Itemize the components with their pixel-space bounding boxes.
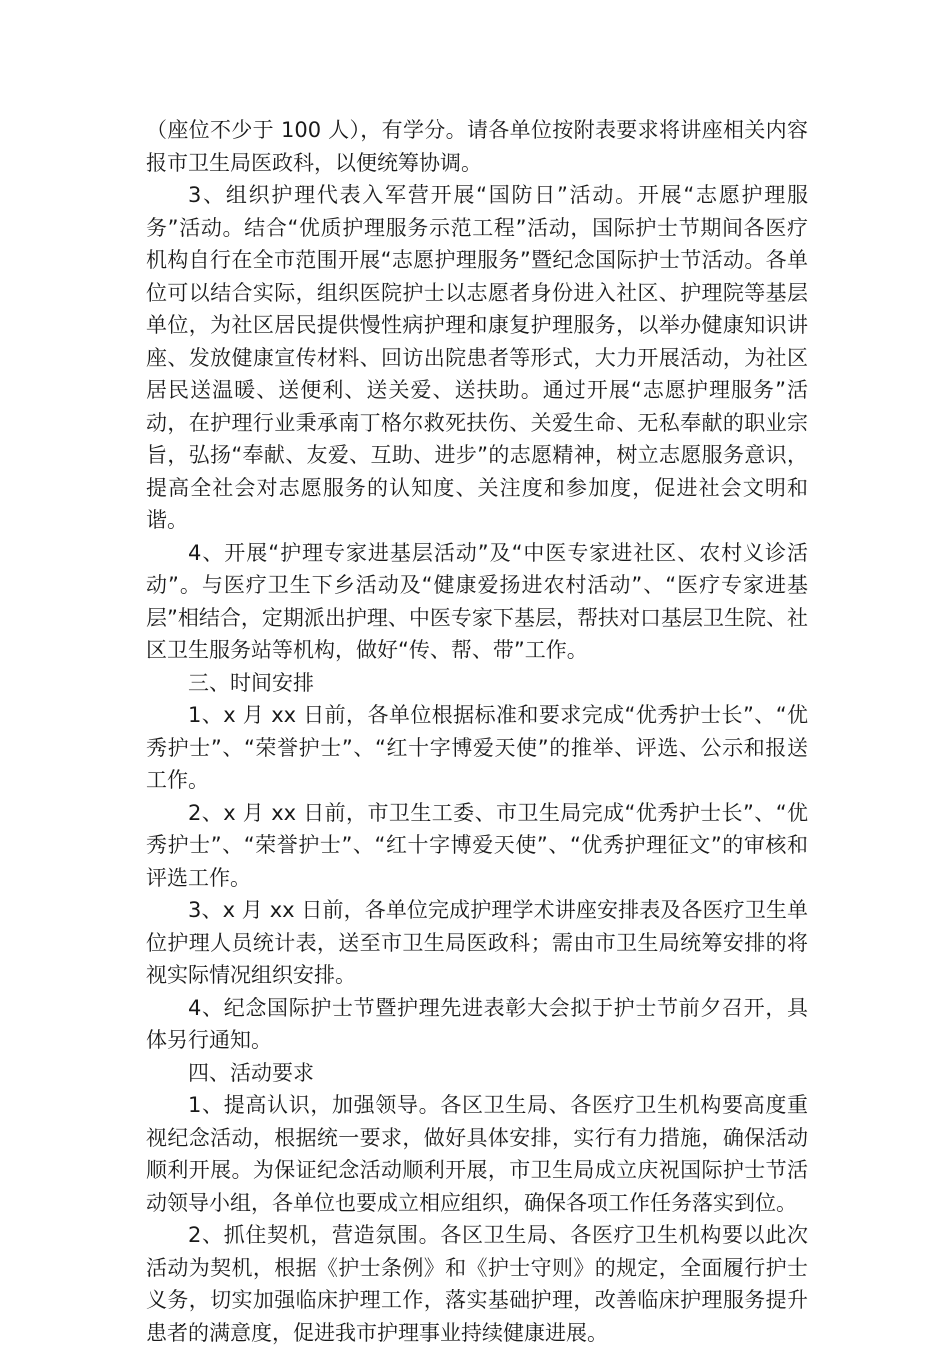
section-heading-schedule: 三、时间安排 [188,670,314,695]
section-heading-requirements: 四、活动要求 [188,1060,314,1085]
paragraph-schedule-2: 2、x 月 xx 日前，市卫生工委、市卫生局完成“优秀护士长”、“优秀护士”、“荣誉护士”、“红十字博爱天使”、“优秀护理征文”的审核和评选工作。 [146,800,808,890]
paragraph-item-3-volunteer: 3、组织护理代表入军营开展“国防日”活动。开展“志愿护理服务”活动。结合“优质护理服务示范工程”活动，国际护士节期间各医疗机构自行在全市范围开展“志愿护理服务”暨纪念国际护士节活动。各单位可以结合实际，组织医院护士以志愿者身份进入社区、护理院等基层单位，为社区居民提供慢性病护理和康复护理服务，以举办健康知识讲座、发放健康宣传材料、回访出院患者等形式，大力开展活动，为社区居民送温暖、送便利、送关爱、送扶助。通过开展“志愿护理服务”活动，在护理行业秉承南丁格尔救死扶伤、关爱生命、无私奉献的职业宗旨，弘扬“奉献、友爱、互助、进步”的志愿精神，树立志愿服务意识，提高全社会对志愿服务的认知度、关注度和参加度，促进社会文明和谐。 [146,183,808,532]
paragraph-continuation: （座位不少于 100 人），有学分。请各单位按附表要求将讲座相关内容报市卫生局医政科，以便统筹协调。 [146,118,808,175]
document-body [146,114,808,1349]
paragraph-schedule-1: 1、x 月 xx 日前，各单位根据标准和要求完成“优秀护士长”、“优秀护士”、“荣誉护士”、“红十字博爱天使”的推举、评选、公示和报送工作。 [146,703,808,792]
paragraph-requirement-2: 2、抓住契机，营造氛围。各区卫生局、各医疗卫生机构要以此次活动为契机，根据《护士条例》和《护士守则》的规定，全面履行护士义务，切实加强临床护理工作，落实基础护理，改善临床护理服务提升患者的满意度，促进我市护理事业持续健康进展。 [146,1223,808,1345]
paragraph-requirement-1: 1、提高认识，加强领导。各区卫生局、各医疗卫生机构要高度重视纪念活动，根据统一要求，做好具体安排，实行有力措施，确保活动顺利开展。为保证纪念活动顺利开展，市卫生局成立庆祝国际护士节活动领导小组，各单位也要成立相应组织，确保各项工作任务落实到位。 [146,1093,808,1215]
paragraph-schedule-4: 4、纪念国际护士节暨护理先进表彰大会拟于护士节前夕召开，具体另行通知。 [146,995,808,1052]
paragraph-item-4-experts: 4、开展“护理专家进基层活动”及“中医专家进社区、农村义诊活动”。与医疗卫生下乡活动及“健康爱扬进农村活动”、“医疗专家进基层”相结合，定期派出护理、中医专家下基层，帮扶对口基层卫生院、社区卫生服务站等机构，做好“传、帮、带”工作。 [146,540,808,662]
paragraph-schedule-3: 3、x 月 xx 日前，各单位完成护理学术讲座安排表及各医疗卫生单位护理人员统计表，送至市卫生局医政科；需由市卫生局统筹安排的将视实际情况组织安排。 [146,898,808,987]
